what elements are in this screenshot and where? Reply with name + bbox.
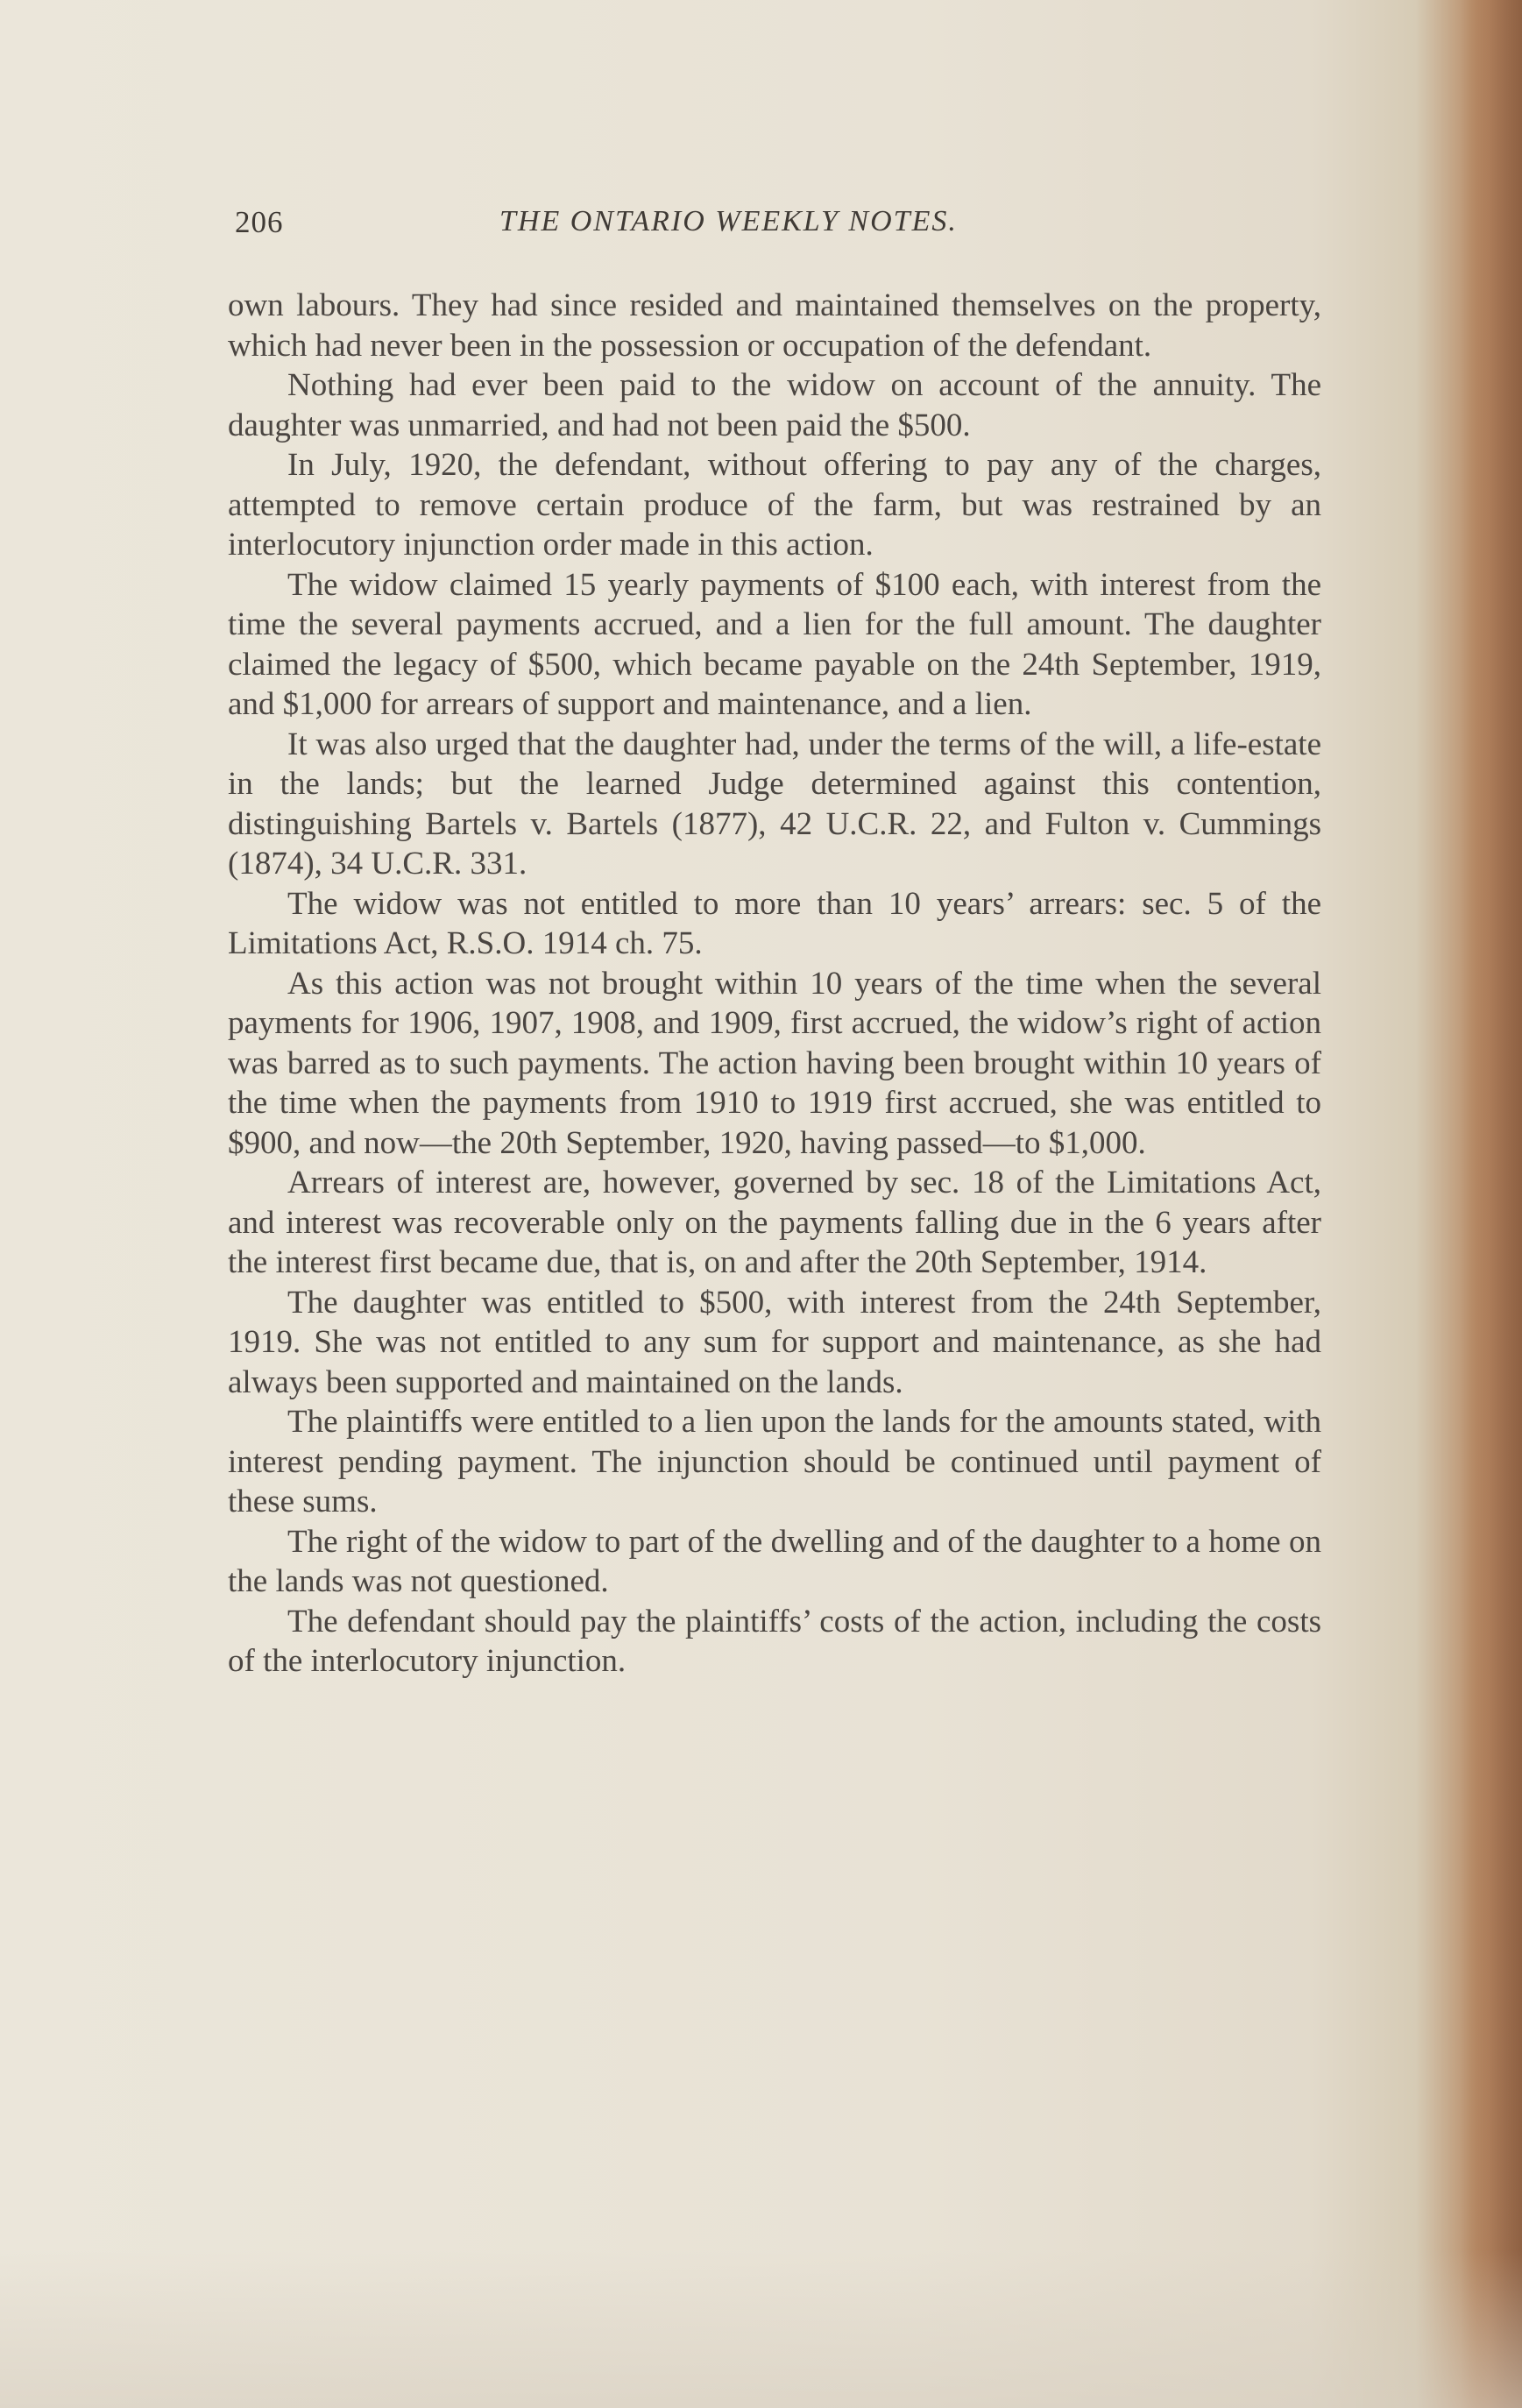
body-text xyxy=(228,286,1321,1682)
paragraph: The defendant should pay the plaintiffs’ costs of the action, including the costs of the interlocutory injunction. xyxy=(228,1603,1321,1679)
page-header xyxy=(235,205,1304,249)
paragraph: The right of the widow to part of the dwelling and of the daughter to a home on the lands was not questioned. xyxy=(228,1523,1321,1599)
paragraph: Arrears of interest are, however, governed by sec. 18 of the Limitations Act, and interest was recoverable only on the payments falling due in the 6 years after the interest first became due, that is, on and after the 20th September, 1914. xyxy=(228,1165,1321,1280)
page-number: 206 xyxy=(235,205,284,239)
paragraph: The plaintiffs were entitled to a lien upon the lands for the amounts stated, with interest pending payment. The injunction should be continued until payment of these sums. xyxy=(228,1404,1321,1519)
page-edge-shadow xyxy=(1461,0,1522,2408)
paragraph: It was also urged that the daughter had, under the terms of the will, a life-estate in the lands; but the learned Judge determined against this contention, distinguishing Bartels v. Bartels (1877), 42 U.C.R. 22, and Fulton v. Cummings (1874), 34 U.C.R. 331. xyxy=(228,726,1321,882)
paragraph: The widow claimed 15 yearly payments of $100 each, with interest from the time the several payments accrued, and a lien for the full amount. The daughter claimed the legacy of $500, which became payable on the 24th September, 1919, and $1,000 for arrears of support and maintenance, and a lien. xyxy=(228,566,1321,722)
paragraph: The daughter was entitled to $500, with interest from the 24th September, 1919. She was not entitled to any sum for support and maintenance, as she had always been supported and maintained on the lands. xyxy=(228,1284,1321,1400)
running-head: THE ONTARIO WEEKLY NOTES. xyxy=(499,205,958,237)
paragraph: As this action was not brought within 10 years of the time when the several payments for 1906, 1907, 1908, and 1909, first accrued, the widow’s right of action was barred as to such payments. The action having been brought within 10 years of the time when the payments from 1910 to 1919 first accrued, she was entitled to $900, and now—the 20th September, 1920, having passed—to $1,000. xyxy=(228,965,1321,1161)
page-bottom-shade xyxy=(0,2250,1522,2408)
paragraph: The widow was not entitled to more than 10 years’ arrears: sec. 5 of the Limitations Act, R.S.O. 1914 ch. 75. xyxy=(228,885,1321,961)
paragraph: own labours. They had since resided and maintained themselves on the property, which had never been in the possession or occupation of the defendant. xyxy=(228,287,1321,364)
paragraph: In July, 1920, the defendant, without offering to pay any of the charges, attempted to remove certain produce of the farm, but was restrained by an interlocutory injunction order made in this action. xyxy=(228,447,1321,563)
paragraph: Nothing had ever been paid to the widow on account of the annuity. The daughter was unmarried, and had not been paid the $500. xyxy=(228,367,1321,443)
